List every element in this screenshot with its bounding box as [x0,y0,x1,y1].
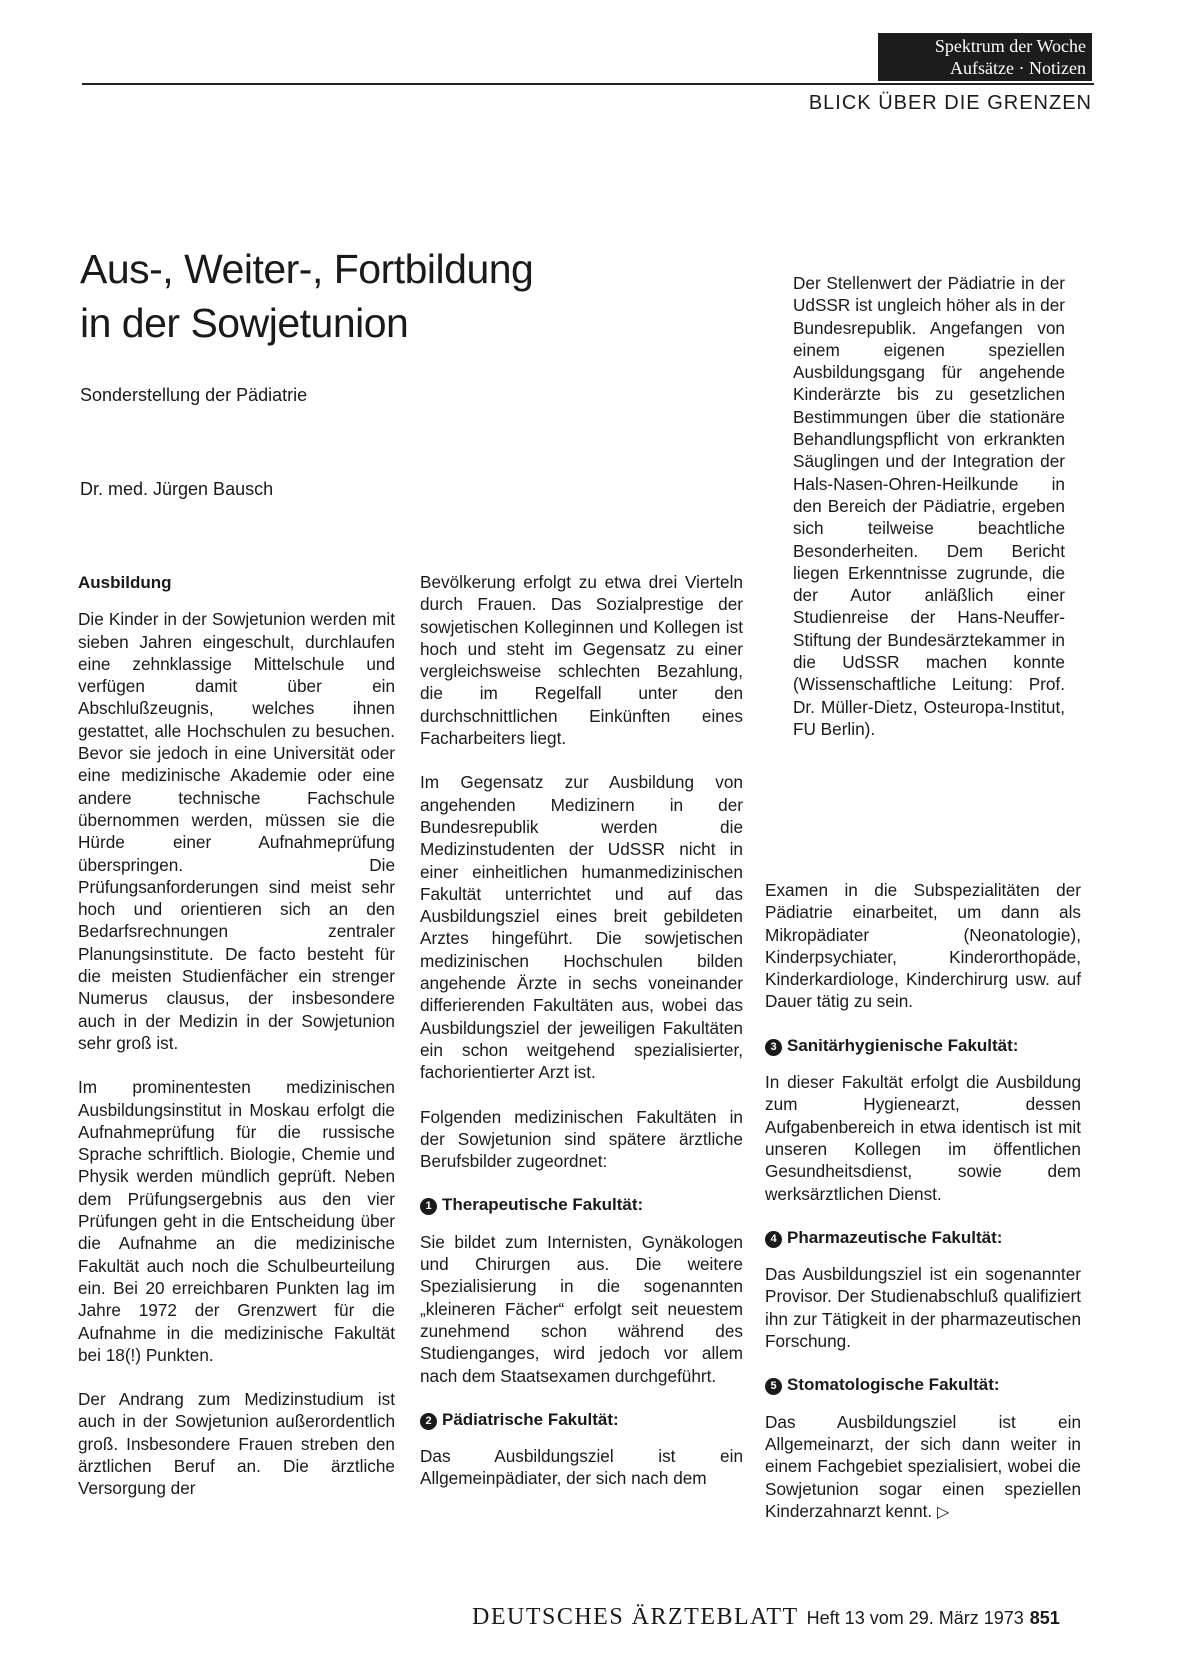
heading-text: Pädiatrische Fakultät: [442,1409,619,1429]
heading-sanitaerhygienische-fakultaet [765,1035,1081,1057]
page-number: 851 [1029,1608,1060,1628]
issue-info: Heft 13 vom 29. März 1973 [806,1608,1024,1628]
article-subtitle: Sonderstellung der Pädiatrie [80,385,308,405]
column-1 [78,572,395,1500]
heading-paediatrische-fakultaet [420,1409,743,1431]
article-author: Dr. med. Jürgen Bausch [80,479,274,499]
number-2-icon: 2 [420,1413,437,1430]
journal-name: DEUTSCHES ÄRZTEBLATT [472,1604,799,1630]
paragraph: Der Andrang zum Medizinstudium ist auch in der Sowjetunion außerordentlich groß. Insbesondere Frauen streben den ärztlichen Beruf an. Die ärztliche Versorgung der [78,1389,395,1499]
heading-therapeutische-fakultaet [420,1194,743,1216]
paragraph [765,1411,1081,1524]
heading-ausbildung: Ausbildung [78,573,172,592]
title-line-1: Aus-, Weiter-, Fortbildung [80,246,534,292]
paragraph: Das Ausbildungsziel ist ein Allgemeinpädiater, der sich nach dem [420,1446,743,1489]
section-label: BLICK ÜBER DIE GRENZEN [808,92,1092,114]
paragraph: Im prominentesten medizinischen Ausbildungsinstitut in Moskau erfolgt die Aufnahmeprüfung für die russische Sprache schriftlich. Biologie, Chemie und Physik werden mündlich geprüft. Neben dem Prüfungsergebnis aus den vier Prüfungen geht in die Entscheidung über die Aufnahme an die medizinische Fakultät auch noch die Schulbeurteilung ein. Bei 20 erreichbaren Punkten lag im Jahre 1972 der Grenzwert für die Aufnahme in die medizinische Fakultät bei 18(!) Punkten. [78,1077,395,1365]
article-title [80,242,680,350]
paragraph: Bevölkerung erfolgt zu etwa drei Vierteln durch Frauen. Das Sozialprestige der sowjetischen Kolleginnen und Kollegen ist hoch und steht im Gegensatz zu einer vergleichsweise schlechten Bezahlung, die im Regelfall unter den durchschnittlichen Einkünften eines Facharbeiters liegt. [420,572,743,749]
heading-text: Therapeutische Fakultät: [442,1195,644,1215]
paragraph: Examen in die Subspezialitäten der Pädiatrie einarbeitet, um dann als Mikropädiater (Neonatologie), Kinderpsychiater, Kinderorthopäde, Kinderkardiologe, Kinderchirurg usw. auf Dauer tätig zu sein. [765,880,1081,1012]
paragraph: In dieser Fakultät erfolgt die Ausbildung zum Hygienearzt, dessen Aufgabenbereich in etwa identisch ist mit unseren Kollegen im öffentlichen Gesundheitsdienst, sowie dem werksärztlichen Dienst. [765,1072,1081,1204]
paragraph: Die Kinder in der Sowjetunion werden mit sieben Jahren eingeschult, durchlaufen eine zehnklassige Mittelschule und verfügen damit über ein Abschlußzeugnis, welches ihnen gestattet, alle Hochschulen zu besuchen. Bevor sie jedoch in eine Universität oder eine medizinische Akademie oder eine andere technische Fachschule übernommen werden, müssen sie die Hürde einer Aufnahmeprüfung überspringen. Die Prüfungsanforderungen sind meist sehr hoch und orientieren sich an den Bedarfsrechnungen zentraler Planungsinstitute. De facto besteht für die meisten Studienfächer ein strenger Numerus clausus, der insbesondere auch in der Medizin in der Sowjetunion sehr groß ist. [78,609,395,1053]
intro-paragraph: Der Stellenwert der Pädiatrie in der UdSSR ist ungleich höher als in der Bundesrepublik. Angefangen von einem eigenen speziellen Ausbildungsgang für angehende Kinderärzte bis zu gesetzlichen Bestimmungen über die stationäre Behandlungspflicht von erkrankten Säuglingen und der Integration der Hals-Nasen-Ohren-Heilkunde in den Bereich der Pädiatrie, ergeben sich teilweise beachtliche Besonderheiten. Dem Bericht liegen Erkenntnisse zugrunde, die der Autor anläßlich einer Studienreise der Hans-Neuffer-Stiftung der Bundesärztekammer in die UdSSR machen konnte (Wissenschaftliche Leitung: Prof. Dr. Müller-Dietz, Osteuropa-Institut, FU Berlin). [793,273,1065,739]
badge-line-1: Spektrum der Woche [934,36,1086,56]
title-line-2: in der Sowjetunion [80,300,409,346]
heading-text: Sanitärhygienische Fakultät: [787,1035,1019,1055]
number-4-icon: 4 [765,1231,782,1248]
paragraph-text: Das Ausbildungsziel ist ein Allgemeinarzt, der sich dann weiter in einem Fachgebiet spezialisiert, wobei die Sowjetunion sogar einen speziellen Kinderzahnarzt kennt. [765,1411,1081,1521]
paragraph: Sie bildet zum Internisten, Gynäkologen und Chirurgen aus. Die weitere Spezialisierung in die sogenannten „kleineren Fächer“ erfolgt seit neuestem zunehmend schon während des Studienganges, wird jedoch vor allem nach dem Staatsexamen durchgeführt. [420,1231,743,1386]
heading-stomatologische-fakultaet [765,1374,1081,1396]
column-3 [765,879,1081,1524]
column-2 [420,571,743,1490]
paragraph: Folgenden medizinischen Fakultäten in der Sowjetunion sind spätere ärztliche Berufsbilder zugeordnet: [420,1106,743,1172]
heading-text: Pharmazeutische Fakultät: [787,1227,1003,1247]
header-rule [82,83,1094,85]
number-5-icon: 5 [765,1378,782,1395]
continue-arrow-icon: ▷ [936,1503,950,1521]
column-3-intro [793,272,1065,740]
paragraph: Das Ausbildungsziel ist ein sogenannter Provisor. Der Studienabschluß qualifiziert ihn zur Tätigkeit in der pharmazeutischen Forschung. [765,1264,1081,1352]
heading-text: Stomatologische Fakultät: [787,1375,1000,1395]
heading-pharmazeutische-fakultaet [765,1227,1081,1249]
badge-line-2: Aufsätze · Notizen [950,58,1086,78]
section-badge [878,33,1092,81]
page-footer [472,1604,1060,1631]
paragraph: Im Gegensatz zur Ausbildung von angehenden Medizinern in der Bundesrepublik werden die Medizinstudenten der UdSSR nicht in einer einheitlichen humanmedizinischen Fakultät unterrichtet und auf das Ausbildungsziel eines breit gebildeten Arztes hingeführt. Die sowjetischen medizinischen Hochschulen bilden angehende Ärzte in sechs voneinander differierenden Fakultäten aus, wobei das Ausbildungsziel der jeweiligen Fakultäten ein schon weitgehend spezialisierter, fachorientierter Arzt ist. [420,772,743,1083]
number-1-icon: 1 [420,1198,437,1215]
number-3-icon: 3 [765,1039,782,1056]
